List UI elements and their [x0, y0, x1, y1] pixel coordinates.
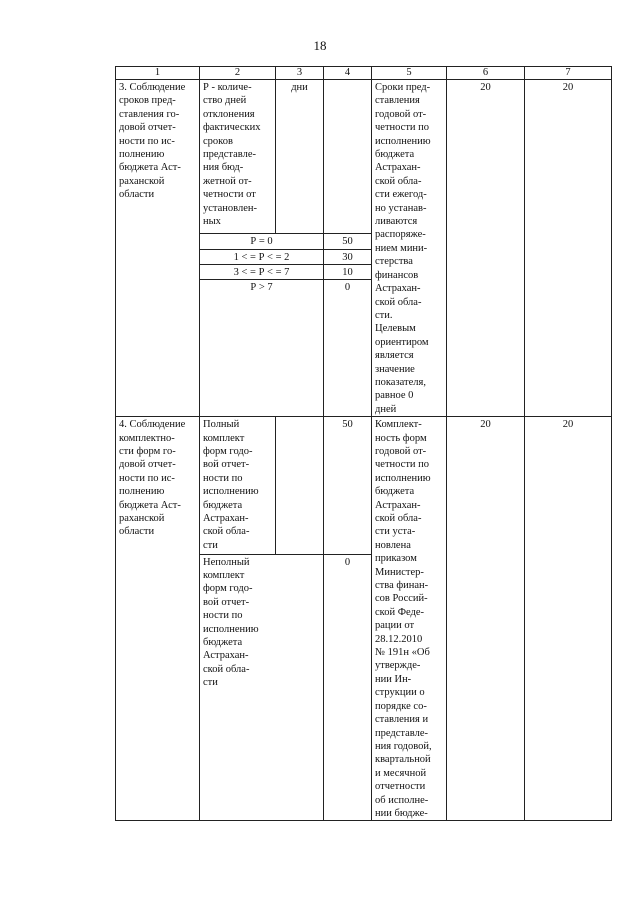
section-3-name — [116, 80, 200, 417]
section-4-full-label-text: Полный комплект форм годо- вой отчет- ности по исполнению бюджета Астрахан- ской обла- сти — [203, 419, 259, 551]
section-4-full-score: 50 — [324, 417, 372, 554]
header-col-3: 3 — [276, 67, 324, 80]
section-4-name-text: 4. Соблюдение комплектно- сти форм го- довой отчет- ности по ис- полнению бюджета Аст- раханской области — [119, 419, 186, 538]
page-number: 18 — [313, 38, 327, 53]
section-3-col6: 20 — [447, 80, 525, 417]
section-4-full-label — [200, 417, 276, 554]
section-3-description — [372, 80, 447, 417]
section-3-condition-1: Р = 0 — [200, 234, 324, 249]
section-4-partial-cell — [200, 554, 324, 821]
header-row — [116, 67, 612, 80]
section-3-condition-3: 3 < = Р < = 7 — [200, 264, 324, 279]
header-col-4: 4 — [324, 67, 372, 80]
section-3-unit: дни — [276, 80, 324, 234]
section-3-indicator-text: Р - количе- ство дней отклонения фактических сроков представле- ния бюд- жетной от- четности от установлен- ных — [203, 82, 261, 228]
section-3-name-text: 3. Соблюдение сроков пред- ставления го- довой отчет- ности по ис- полнению бюджета Аст- раханской области — [119, 82, 186, 201]
header-col-5: 5 — [372, 67, 447, 80]
section-3-condition-2: 1 < = Р < = 2 — [200, 249, 324, 264]
section-4-unit-empty — [276, 417, 324, 554]
section-4-row-full — [116, 417, 612, 554]
section-4-description-text: Комплект- ность форм годовой от- четности по исполнению бюджета Астрахан- ской обла- сти уста- новлена приказом Министер- ства финан- сов Россий- ской Феде- рации от 28.12.2010 № 191н «Об утвержде- нии Ин- струкции о порядке со- ставления и представле- ния годовой, квартальной и месячной отчетности об исполне- нии бюдже- — [375, 419, 432, 819]
indicators-table — [115, 66, 612, 821]
section-3-score-empty — [324, 80, 372, 234]
section-4-col6: 20 — [447, 417, 525, 821]
section-3-row-main — [116, 80, 612, 234]
section-4-col7: 20 — [525, 417, 612, 821]
section-3-score-3: 10 — [324, 264, 372, 279]
section-3-condition-4: Р > 7 — [200, 280, 324, 417]
header-col-1: 1 — [116, 67, 200, 80]
section-3-description-text: Сроки пред- ставления годовой от- четности по исполнению бюджета Астрахан- ской обла- сти ежегод- но устанав- ливаются распоряже- нием мини- стерства финансов Астрахан- ской обла- сти. Целевым ориентиром является значение показателя, равное 0 дней — [375, 82, 431, 415]
section-3-score-4: 0 — [324, 280, 372, 417]
section-3-score-2: 30 — [324, 249, 372, 264]
header-col-2: 2 — [200, 67, 276, 80]
section-4-partial-label-text: Неполный комплект форм годо- вой отчет- ности по исполнению бюджета Астрахан- ской обла- сти — [203, 556, 259, 689]
header-col-6: 6 — [447, 67, 525, 80]
header-col-7: 7 — [525, 67, 612, 80]
section-3-score-1: 50 — [324, 234, 372, 249]
section-4-partial-score: 0 — [324, 554, 372, 821]
section-3-col7: 20 — [525, 80, 612, 417]
section-4-name — [116, 417, 200, 821]
section-3-indicator — [200, 80, 276, 234]
section-4-description — [372, 417, 447, 821]
